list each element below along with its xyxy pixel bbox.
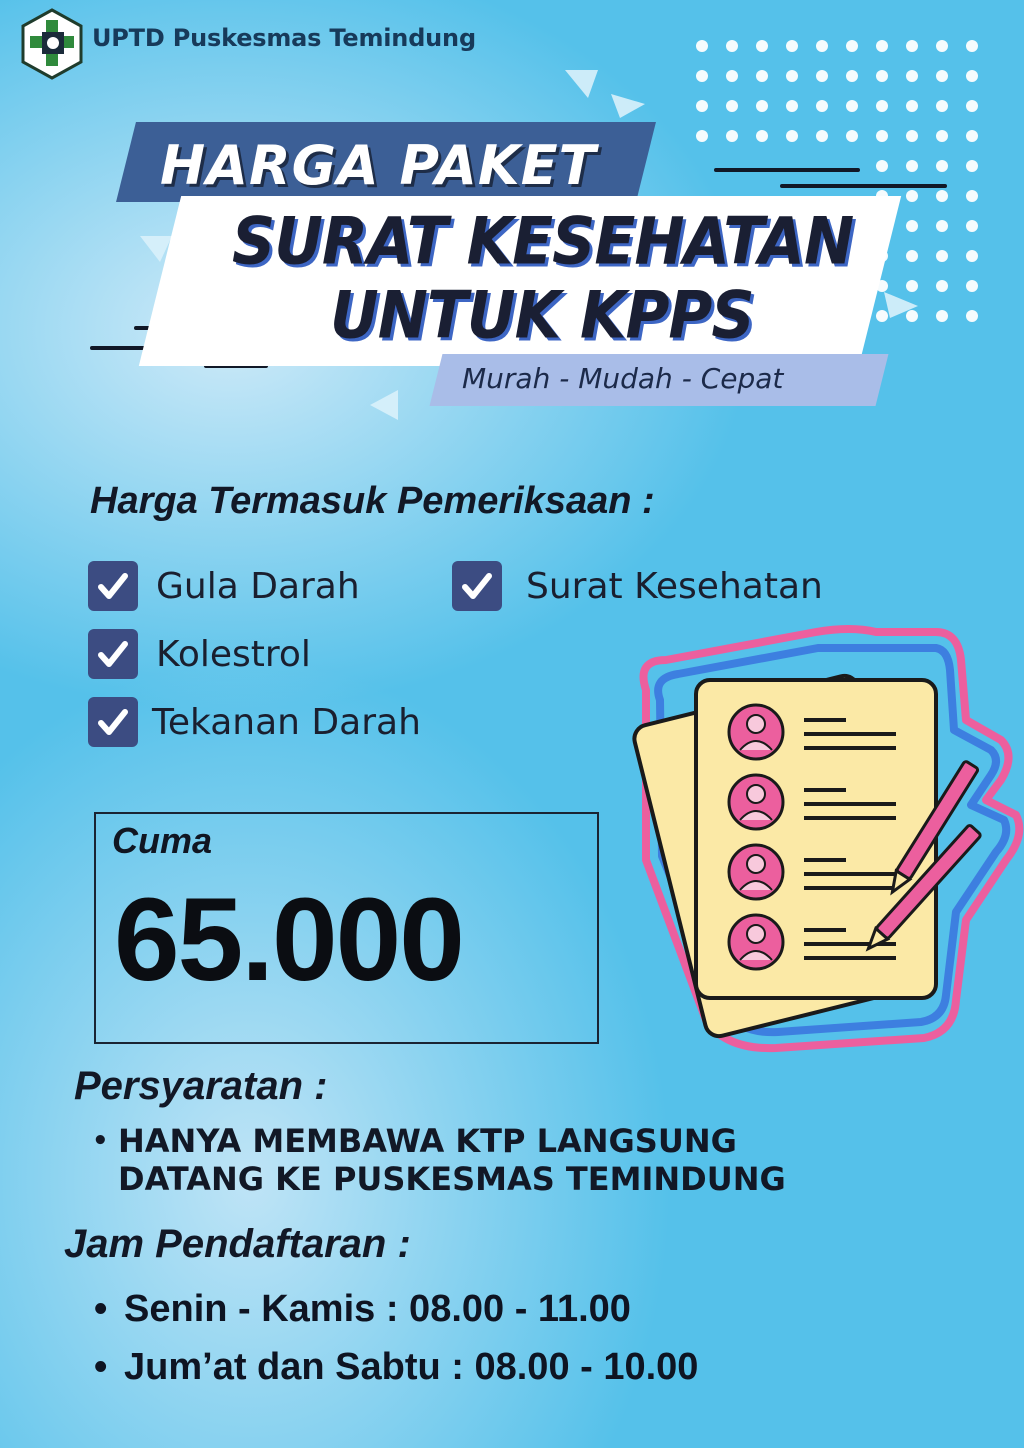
requirement-line-1: HANYA MEMBAWA KTP LANGSUNG [118,1122,737,1160]
include-item-surat-kesehatan [452,561,823,611]
requirements-heading: Persyaratan : [74,1064,328,1108]
puskesmas-logo-icon [20,8,84,80]
requirement-item [92,1122,786,1198]
checkbox-checked-icon [88,697,138,747]
price-amount: 65.000 [114,874,463,1006]
price-prefix: Cuma [112,820,213,861]
tagline: Murah - Mudah - Cepat [462,362,784,395]
title-untuk-kpps: UNTUK KPPS [330,278,754,354]
schedule-heading: Jam Pendaftaran : [64,1222,411,1266]
schedule-item-text: Jum’at dan Sabtu : 08.00 - 10.00 [124,1346,699,1388]
include-item-label: Surat Kesehatan [526,565,823,607]
include-item-label: Gula Darah [156,565,360,607]
title-harga-paket: HARGA PAKET [160,134,597,197]
include-item-label: Tekanan Darah [152,701,421,743]
checkbox-checked-icon [88,561,138,611]
checkbox-checked-icon [88,629,138,679]
bullet-icon: • [94,1288,108,1330]
schedule-item [94,1288,631,1331]
organization-name: UPTD Puskesmas Temindung [92,24,476,52]
title-surat-kesehatan: SURAT KESEHATAN [232,204,854,280]
include-item-kolestrol [88,629,311,679]
bullet-icon: • [94,1346,108,1388]
includes-heading: Harga Termasuk Pemeriksaan : [90,480,655,522]
bullet-icon: • [92,1126,109,1156]
schedule-item [94,1346,698,1389]
include-item-tekanan-darah [88,697,421,747]
include-item-gula-darah [88,561,360,611]
checkbox-checked-icon [452,561,502,611]
documents-with-pencils-icon [606,620,1024,1060]
requirement-line-2: DATANG KE PUSKESMAS TEMINDUNG [118,1160,786,1198]
schedule-item-text: Senin - Kamis : 08.00 - 11.00 [124,1288,631,1330]
include-item-label: Kolestrol [156,633,311,675]
